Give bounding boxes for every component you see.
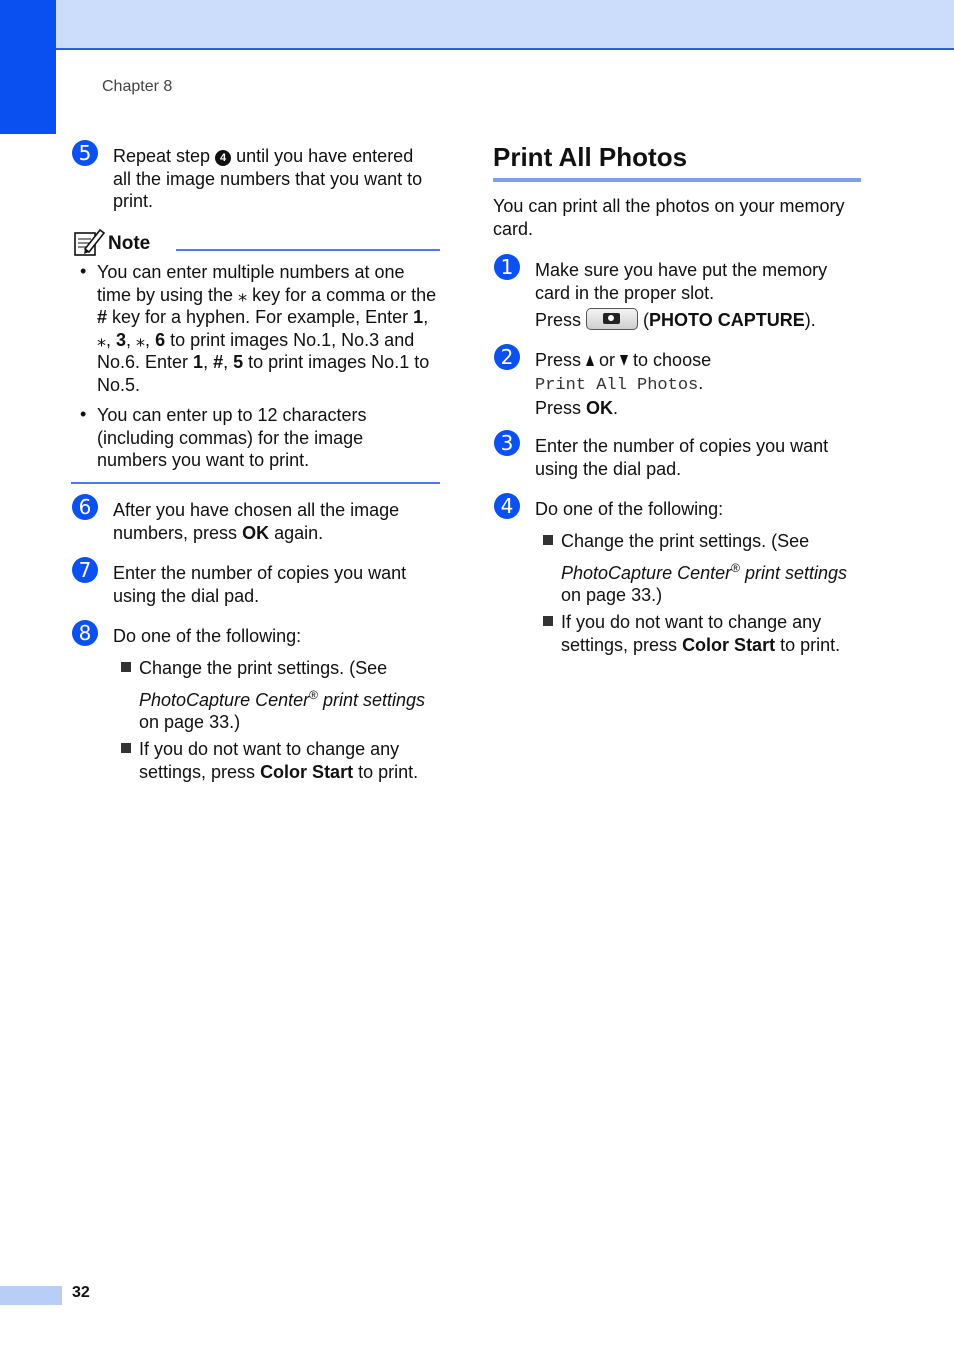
step-8-text: Do one of the following: bbox=[113, 626, 302, 646]
photo-capture-key-icon bbox=[586, 308, 638, 330]
step-4-text: Do one of the following: bbox=[535, 499, 724, 519]
step-8-option-2: If you do not want to change any settings, press Color Start to print. bbox=[139, 739, 419, 782]
step-7-text: Enter the number of copies you want using the dial pad. bbox=[113, 563, 407, 606]
step-1-text: Make sure you have put the memory card in the proper slot. Press (PHOTO CAPTURE). bbox=[535, 260, 828, 330]
note-pencil-icon bbox=[73, 227, 105, 257]
note-item-1: You can enter multiple numbers at one time by using the ⁎ key for a comma or the # key for a hyphen. For example, Enter 1, ⁎, 3, ⁎, 6 to print images No.1, No.3 and No.6. Enter 1, #, 5 to print images No.1 to No.5. bbox=[97, 262, 437, 395]
step-6-text: After you have chosen all the image numbers, press OK again. bbox=[113, 500, 400, 543]
step-3-text: Enter the number of copies you want using the dial pad. bbox=[535, 436, 829, 479]
down-arrow-icon bbox=[620, 355, 628, 366]
chapter-label: Chapter 8 bbox=[102, 78, 173, 95]
option-bullet bbox=[121, 662, 131, 672]
chapter-tab bbox=[0, 0, 56, 134]
option-bullet bbox=[543, 616, 553, 626]
step-number-1: 1 bbox=[494, 254, 520, 280]
option-bullet bbox=[121, 743, 131, 753]
step-2-text: Press or to choose Print All Photos. Press OK. bbox=[535, 350, 712, 418]
title-underline bbox=[493, 178, 861, 182]
note-item-2: You can enter up to 12 characters (including commas) for the image numbers you want to print. bbox=[97, 405, 367, 470]
step-4-option-1: Change the print settings. (See PhotoCapture Center® print settings on page 33.) bbox=[561, 531, 848, 605]
step-number-2: 2 bbox=[494, 344, 520, 370]
step-number-5: 5 bbox=[72, 140, 98, 166]
option-bullet bbox=[543, 535, 553, 545]
lcd-text: Print All Photos bbox=[535, 375, 699, 395]
step-number-6: 6 bbox=[72, 494, 98, 520]
note-divider-top bbox=[176, 249, 440, 251]
step-ref-icon: 4 bbox=[215, 150, 231, 166]
step-5-text: Repeat step 4 until you have entered all the image numbers that you want to print. bbox=[113, 146, 423, 211]
step-number-3: 3 bbox=[494, 430, 520, 456]
note-bullet-1: • bbox=[80, 261, 87, 281]
step-8-option-1: Change the print settings. (See PhotoCapture Center® print settings on page 33.) bbox=[139, 658, 426, 732]
section-title: Print All Photos bbox=[493, 142, 688, 172]
step-4-option-2: If you do not want to change any settings, press Color Start to print. bbox=[561, 612, 841, 655]
step-number-4: 4 bbox=[494, 493, 520, 519]
footer-tab bbox=[0, 1286, 62, 1305]
note-bullet-2: • bbox=[80, 404, 87, 424]
intro-text: You can print all the photos on your memory card. bbox=[493, 196, 845, 239]
step-number-8: 8 bbox=[72, 620, 98, 646]
step-number-7: 7 bbox=[72, 557, 98, 583]
page-number: 32 bbox=[72, 1284, 90, 1301]
note-heading: Note bbox=[108, 233, 151, 254]
note-divider-bottom bbox=[71, 482, 440, 484]
up-arrow-icon bbox=[586, 355, 594, 366]
header-band bbox=[0, 0, 954, 50]
